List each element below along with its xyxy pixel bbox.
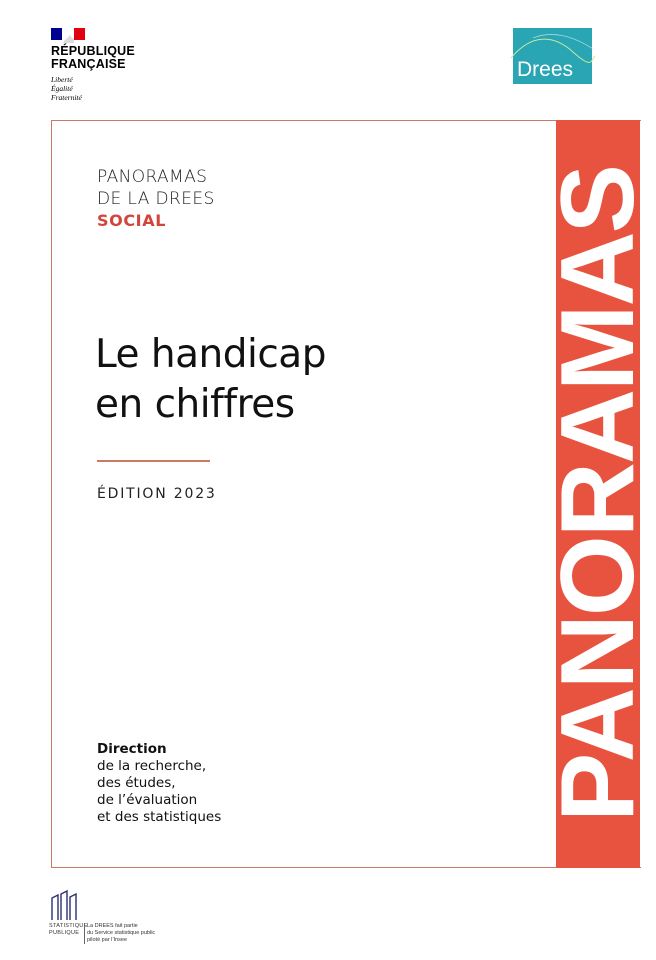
rf-name-line: RÉPUBLIQUE [51, 44, 135, 58]
series-line1: PANORAMAS [97, 167, 208, 187]
publisher-block [97, 741, 221, 826]
drees-logo-text: Drees [517, 58, 574, 81]
publisher-line: Direction [97, 741, 167, 757]
publisher-line: des études, [97, 775, 176, 791]
edition-label: ÉDITION 2023 [97, 486, 217, 502]
republique-motto [51, 75, 82, 102]
panoramas-band [540, 120, 656, 868]
motto-line: Liberté [51, 75, 73, 84]
title-line: Le handicap [95, 332, 326, 377]
sp-label-line: STATISTIQUE [49, 923, 88, 929]
sp-note-line: La DREES fait partie [87, 923, 138, 929]
publication-title [95, 330, 326, 430]
publisher-line: et des statistiques [97, 809, 222, 825]
rf-name-line: FRANÇAISE [51, 57, 126, 71]
series-title [97, 166, 215, 232]
sp-note-line: piloté par l’Insee [87, 937, 128, 943]
motto-line: Fraternité [51, 93, 82, 102]
statistique-publique-label [49, 923, 88, 937]
panoramas-vertical-text: PANORAMAS [540, 165, 656, 823]
title-divider [97, 460, 210, 462]
statistique-publique-icon [49, 888, 81, 922]
drees-logo [513, 28, 592, 84]
marianne-flag-icon [51, 28, 85, 40]
statistique-publique-note [84, 923, 155, 944]
publisher-line: de la recherche, [97, 758, 207, 774]
republique-francaise-name [51, 45, 135, 71]
sp-label-line: PUBLIQUE [49, 930, 80, 936]
publisher-line: de l’évaluation [97, 792, 198, 808]
series-line2: DE LA DREES [97, 189, 215, 209]
sp-note-line: du Service statistique public [87, 930, 156, 936]
motto-line: Égalité [51, 84, 73, 93]
title-line: en chiffres [95, 382, 295, 427]
series-category: SOCIAL [97, 211, 166, 230]
